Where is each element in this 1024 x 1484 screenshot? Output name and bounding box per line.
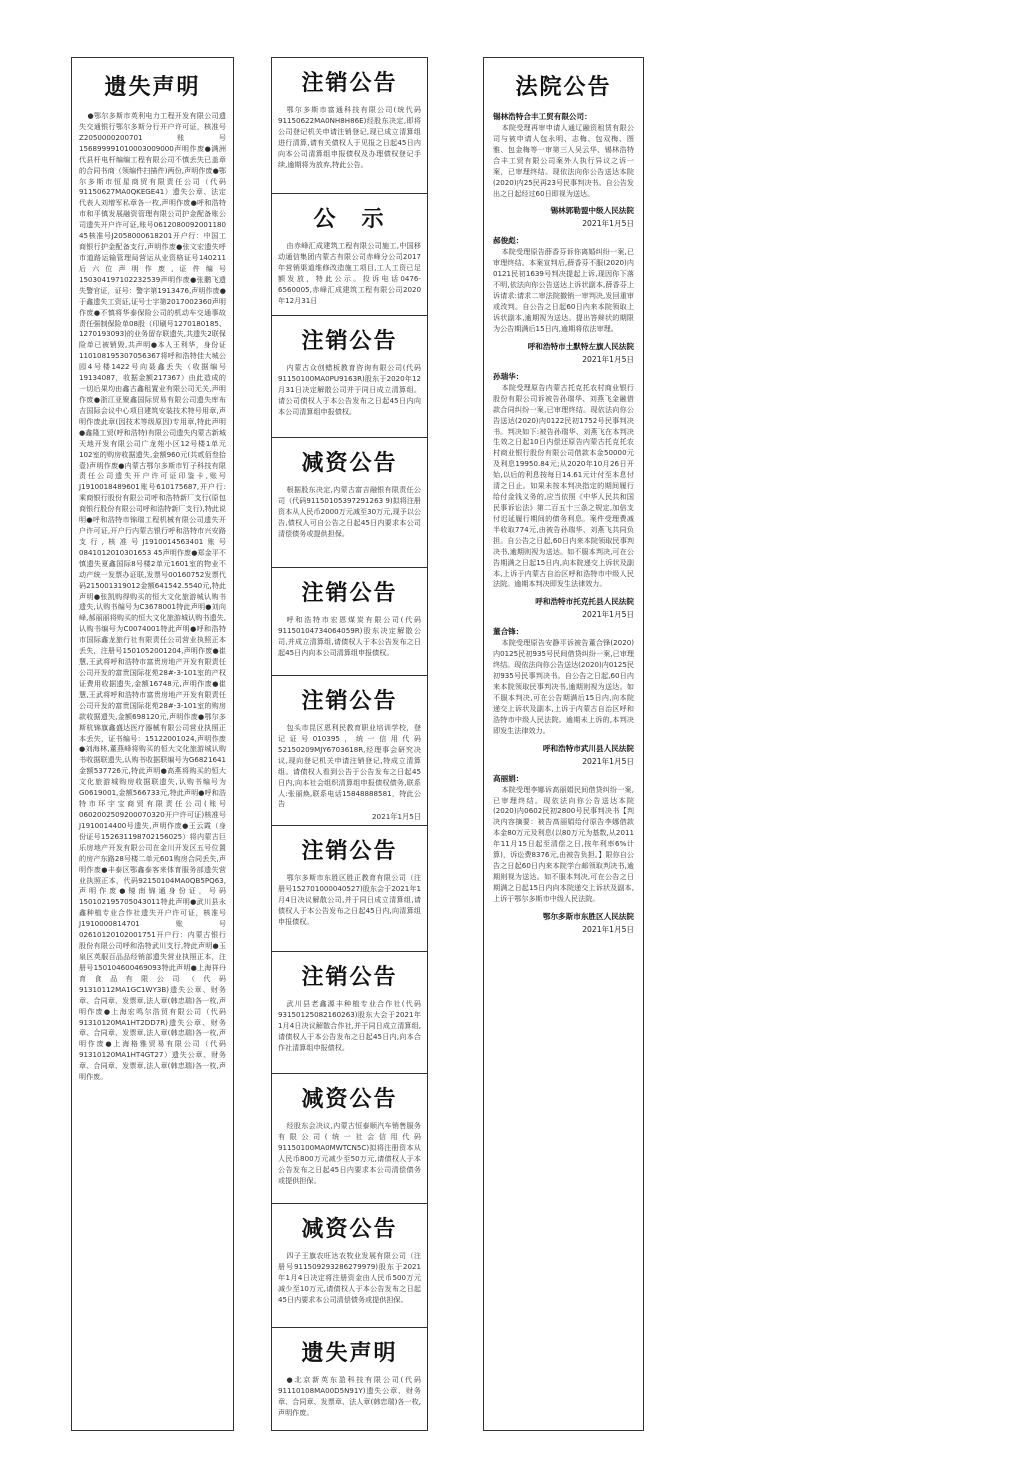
announcements-column bbox=[271, 57, 428, 1431]
court-name: 呼和浩特市武川县人民法院 bbox=[542, 743, 634, 753]
section-body: 经股东会决议,内蒙古恒泰顺汽车销售服务有限公司(统一社会信用代码91150100MA0MWTCN5C)拟将注册资本从人民币800万元减少至50万元,请债权人于本公告发布之日起45日内要求本公司清偿债务或提供担保。 bbox=[278, 1121, 421, 1185]
court-notice-column bbox=[483, 57, 644, 1431]
section-body: 由赤峰汇成建筑工程有限公司施工,中国移动通信集团内蒙古有限公司赤峰分公司2017年营销渠道维修改造施工项目,工人工资已足额发放，特此公示。投诉电话0476-6560005,赤峰汇成建筑工程有限公司2020年12月31日 bbox=[278, 241, 421, 305]
section-title: 减资公告 bbox=[301, 1217, 398, 1242]
section-title: 注销公告 bbox=[301, 839, 398, 864]
notice-section bbox=[272, 438, 427, 568]
notice-section bbox=[272, 568, 427, 676]
case-date: 2021年1月5日 bbox=[582, 924, 634, 934]
court-name: 鄂尔多斯市东胜区人民法院 bbox=[542, 911, 634, 921]
lost-notice-column bbox=[71, 57, 234, 1431]
section-body: 鄂尔多斯市富通科技有限公司(统代码91150622MA0NH8H86E)经股东决定,即将公司登记机关申请注销登记,现已成立清算组进行清算,请有关债权人于见报之日起45日内向本公司清算组申报债权及办理债权登记手续,逾期将为放弃,特此公告。 bbox=[278, 105, 421, 169]
section-title: 注销公告 bbox=[301, 581, 398, 606]
court-case bbox=[493, 626, 634, 766]
court-name: 锡林郭勒盟中级人民法院 bbox=[550, 206, 634, 216]
case-body: 本院受理原告内蒙古托克托农村商业银行股份有限公司诉被告孙瑞华、刘燕飞金融借款合同纠纷一案,已审理终结。现依法向你公告送达(2020)内0122民初1752号民事判决书。判决如下:被告孙瑞华、刘燕飞在本判决生效之日起10日内偿还原告内蒙古托克托农村商业银行股份有限公司借款本金50000元及利息19950.84元;从2020年10月26日开始,以后的利息按每日14.61元计付至本息付清之日止。如果未按本判决指定的期间履行给付金钱义务的,应当依照《中华人民共和国民事诉讼法》第二百五十三条之规定,加倍支付迟延履行期间的债务利息。案件受理费减半收取774元,由被告孙瑞华、刘燕飞共同负担。自公告之日起,60日内来本院领取民事判决书,逾期则视为送达。如不服本判决,可在公告期满之日起15日内,向本院递交上诉状及副本,上诉于内蒙古自治区呼和浩特市中级人民法院。逾期本判决即发生法律效力。 bbox=[493, 382, 634, 589]
court-case bbox=[493, 111, 634, 229]
notice-section bbox=[272, 952, 427, 1074]
column-body bbox=[79, 111, 226, 1083]
notice-section bbox=[272, 58, 427, 194]
party-name: 郝俊彪： bbox=[493, 236, 524, 246]
section-title: 注销公告 bbox=[301, 965, 398, 990]
court-case bbox=[493, 235, 634, 364]
section-date: 2021年1月5日 bbox=[371, 812, 421, 822]
notice-section bbox=[272, 194, 427, 316]
notice-section bbox=[272, 1328, 427, 1421]
court-name: 呼和浩特市托克托县人民法院 bbox=[535, 597, 634, 607]
section-title: 遗失声明 bbox=[301, 1341, 398, 1366]
case-body: 本院受理原告薛香芬诉你离婚纠纷一案,已审理终结。本案宣判后,薛香芬不服(2020)内0121民初1639号判决提起上诉,现因你下落不明,依法向你公告送达上诉状副本,薛香芬上诉请求:请求二审法院撤销一审判决,发回重审或改判。自公告之日起60日内来本院领取上诉状副本,逾期视为送达。提出答辩状的期限为公告期满后15日内,逾期将依法审理。 bbox=[493, 247, 634, 333]
case-body: 本院受理原告安静平诉被告董合锋(2020)内0125民初935号民间借贷纠纷一案,已审理终结。现依法向你公告送达(2020)内0125民初935号民事判决书。自公告之日起,60日内来本院领取民事判决书,逾期则视为送达。如不服本判决,可在公告期满后15日内,向本院递交上诉状及副本,上诉于内蒙古自治区呼和浩特市中级人民法院。逾期未上诉的,本判决即发生法律效力。 bbox=[493, 638, 634, 735]
case-body: 本院受理李娜诉高丽娟民间借贷纠纷一案,已审理终结。现依法向你公告送达本院(2020)内0602民初2800号民事判决书【判决内容摘要：被告高丽娟给付原告李娜借款本金80万元及利息(以80万元为基数,从2011年11月15日起至清偿之日,按年利率6%计算)，诉讼费8376元,由被告负担。】限你自公告之日起60日内来本院学台邮领取判决书,逾期则视为送达。如不服本判决,可在公告之日期满之日起15日内向本院递交上诉状及副本,上诉于鄂尔多斯市中级人民法院。 bbox=[493, 784, 634, 903]
section-body: ●北京新英东盈科技有限公司(代码91110108MA00D5N91Y)遗失公章、财务章、合同章、发票章、法人章(韩忠瑞)各一枚,声明作废。 bbox=[278, 1375, 421, 1417]
case-date: 2021年1月5日 bbox=[582, 610, 634, 620]
notice-section bbox=[272, 676, 427, 826]
court-case bbox=[493, 371, 634, 621]
section-body: 武川县老鑫源丰种植专业合作社(代码93150125082160263)股东大会于2021年1月4日决议解散合作社,并于同日成立清算组,请债权人于本公告发布之日起45日内,向本合作社清算组申报债权。 bbox=[278, 999, 421, 1052]
notice-section bbox=[272, 1204, 427, 1328]
case-date: 2021年1月5日 bbox=[582, 354, 634, 364]
section-body: 四子王旗农旺达农牧业发展有限公司（注册号911509293286279979)股东于2021年1月4日决定将注册资金由人民币500万元减少至10万元,请债权人于本公告发布之日起45日内要求本公司清偿债务或提供担保。 bbox=[278, 1251, 421, 1304]
court-name: 呼和浩特市土默特左旗人民法院 bbox=[527, 341, 634, 351]
section-title: 减资公告 bbox=[301, 451, 398, 476]
section-title: 减资公告 bbox=[301, 1087, 398, 1112]
section-body: 内蒙古众创蜡板教育咨询有限公司(代码91150100MA0PU9163R)股东于2020年12月31日决定解散公司并于同日成立清算组。请公司债权人于本公告发布之日起45日内向本公司清算组申报债权。 bbox=[278, 363, 421, 416]
section-title: 注销公告 bbox=[301, 689, 398, 714]
case-date: 2021年1月5日 bbox=[582, 756, 634, 766]
section-body: 呼和浩特市宏恩煤炭有限公司(代码91150104734064059R)股东决定解散公司,并成立清算组,请债权人于本公告发布之日起45日内向本公司清算组申报债权。 bbox=[278, 615, 421, 657]
column-title: 法院公告 bbox=[515, 75, 612, 100]
section-body: 根据股东决定,内蒙古富吉融银有限责任公司（代码91150105397291263 9)拟将注册资本从人民币2000万元减至30万元,现予以公告,债权人可自公告之日起45日内要求本公司清偿债务或提供担保。 bbox=[278, 485, 422, 538]
section-body: 鄂尔多斯市东胜区胜正教育有限公司（注册号152701000040527)股东会于2021年1月4日决议解散公司,并于同日成立清算组,请债权人于本公告发布之日起45日内,向清算组申报债权。 bbox=[278, 873, 421, 926]
court-case bbox=[493, 773, 634, 935]
party-name: 董合锋： bbox=[493, 627, 524, 637]
section-body: 包头市昆区恩利民教育职业培训学校，登记证号010395，统一信用代码52150209MJY6703618R,经理事会研究决议,现向登记机关申请注销登记,特成立清算组。请债权人看到公告于公告发布之日起45日内,向本社会组织清算组申报债权债务,联系人:张丽焕,联系电话15848888581，特此公告 bbox=[278, 723, 421, 809]
notice-text: ●鄂尔多斯市英利电力工程开发有限公司遗失交通银行鄂尔多斯分行开户许可证，核准号Z2050000200701账号156899991010003009000声明作废●满洲代县杆电杆编编工程有限公司不慎丢失已盖章的合同书商（领编件扫描件)两份,声明作废●鄂尔多斯市恒星商贸有限责任公司（代码91150627MA0QKEGE41）遗失公章、法定代表人刘增军私章各一枚,声明作废●呼和浩特市和平镇发展融资管理有限公司护金配备账公司遗失开户许可证,账号0612080092001180 45核准号J2058000618201开户行：中国工商银行护金配备支行,声明作废●张文宏遗失呼市道路运输管理局营运从业资格证号140211后六位声明作废,证件编号150304197102232539声明作废●张鹏飞遗失警官证，证号：警字第1913476,声明作废●于鑫遗失工资证,证号士字第2017002360声明作废●不慎将华泰保险公司的机动车交通事故责任强制保险单08股（印刷号1270180185、1270193093)的业务留存联遗失,共遗失2联保险单已被销毁,共声明●本人王利华，身份证110108195307056367将呼和浩特佳大城公园4号楼1422号向聂鑫丢失（收据编号19134087，收据金额217367）由此造成的一切后果均由鑫古鑫租置业有限公司无关,声明作废●浙江亚聚鑫国际贸易有限公司遗失库布吉国际会议中心项目建筑安装技术特号用章,声明作废此章(因技术等级原因)专用章,特此声明●鑫隆工贸(呼和浩特)有限公司遗失内蒙古新城天地开发有限公司广龙苑小区12号楼1单元102室的购房收据遗失,金额960元(共贰佰叁拾壹)声明作废●内蒙古鄂尔多斯市钉子科技有限责任公司遗失开户许可证印鉴卡,账号J1910018489601账号610175687,开户行:乘商银行股份有限公司呼和浩特新厂支行(原包商银行股份有限公司呼和浩特新厂支行),特此说明●呼和浩特市锦瑞工程机械有限公司遗失开户许可证,开户行内蒙古银行呼和浩特市兴安路支行,核准号J1910014563401账号0841012010301653 45声明作废●郑金平不慎遗失夏鑫国际8号楼2单元1601室的物业不动产统一发票办证联,发票号00160752发票代码215001319012金额641542.5540元,特此声明●张凯购得购买的恒大文化旅游城认购书遗失,认购书编号为C3678001特此声明●刘向峰,郝丽丽将购买的恒大文化旅游城认购书遗失,认购书编号为C0074001特此声明●呼和浩特市国际鑫龙旅行社有限责任公司营业执照正本丢失，注册号1501052001204,声明作废●崔慧,王武将呼和浩特市富贵房地产开发有限责任公司开发的富贵国际花苑28#-3-101室的产权证费用收据遗失,金额16748元,声明作废●崔慧,王武将呼和浩特市富贵房地产开发有限责任公司开发的富贵国际花苑28#-3-101室的购房款收据遗失,金额698120元,声明作废●鄂尔多斯杭锦旗鑫盛达医疗器械有限公司营业执照正本丢失，证书编号：15122001024,声明作废●刘海林,董燕峰将购买的恒大文化旅游城认购书收据联遗失,认购书收据联编号为G6821641金额537726元,特此声明●高燕将购买的恒大文化旅游城购房收据联遗失,认购书编号为G0619001,金额566733元,特此声明●呼和浩特市环宇宝商贸有限责任公司(账号0602002509200070320开户许可证)核准号J1910014400号遗失,声明作废●王云霞（身份证号152631198702156025）将内蒙古巨乐房地产开发有限公司在金川开发区五号位置的房产东路28号楼二单元601购房合同丢失,声明作废●丰泰区鄂鑫泰客来体育服务部遗失营业执照正本，代码92150104MA0QB5PQ63,声明作废●镜南锦通身份证，号码150102195705043011特此声明●武川县永鑫种植专业合作社遗失开户许可证，核准号J1910000814701账号02610120102001751开户行：内蒙古银行股份有限公司呼和浩特武川支行,特此声明●玉泉区英服百品品经销部遗失营业执照正本，注册号150104600469093特此声明●上海祥丹育食品有限公司（代码91310112MA1GC1WY3B)遗失公章、财务章、合同章、发票章,法人章(韩忠瑞)各一枚,声明作废●上海宏鸣尔浩贸有限公司（代码91310120MA1HT2DD7R)遗失公章、财务章、合同章、发票章,法人章(韩忠瑞)各一枚,声明作废●上海格雅贸易有限公司（代码91310120MA1HT4GT27）遗失公章、财务章、合同章、发票章,法人章(韩忠瑞)各一枚,声明作废。 bbox=[79, 111, 226, 1082]
section-title: 注销公告 bbox=[301, 71, 398, 96]
case-date: 2021年1月5日 bbox=[582, 219, 634, 229]
column-title: 遗失声明 bbox=[104, 75, 201, 100]
section-title: 注销公告 bbox=[301, 329, 398, 354]
party-name: 孙瑞华： bbox=[493, 371, 524, 381]
party-name: 高丽娟： bbox=[493, 773, 524, 783]
notice-section bbox=[272, 1074, 427, 1204]
notice-section bbox=[272, 826, 427, 952]
case-body: 本院受理再审申请人通辽融资租赁有限公司与被申请人包永明、志梅、包双梅、图雅、包金梅等一审第三人吴云华、锡林浩特合丰工贸有限公司案外人执行异议之诉一案，已审理终结。现依法向你公告送达本院(2020)内25民再23号民事判决书。自公告发出之日起经过60日即视为送达。 bbox=[493, 123, 634, 198]
party-name: 锡林浩特合丰工贸有限公司： bbox=[493, 112, 592, 121]
notice-section bbox=[272, 316, 427, 438]
section-title: 公 示 bbox=[313, 207, 386, 232]
